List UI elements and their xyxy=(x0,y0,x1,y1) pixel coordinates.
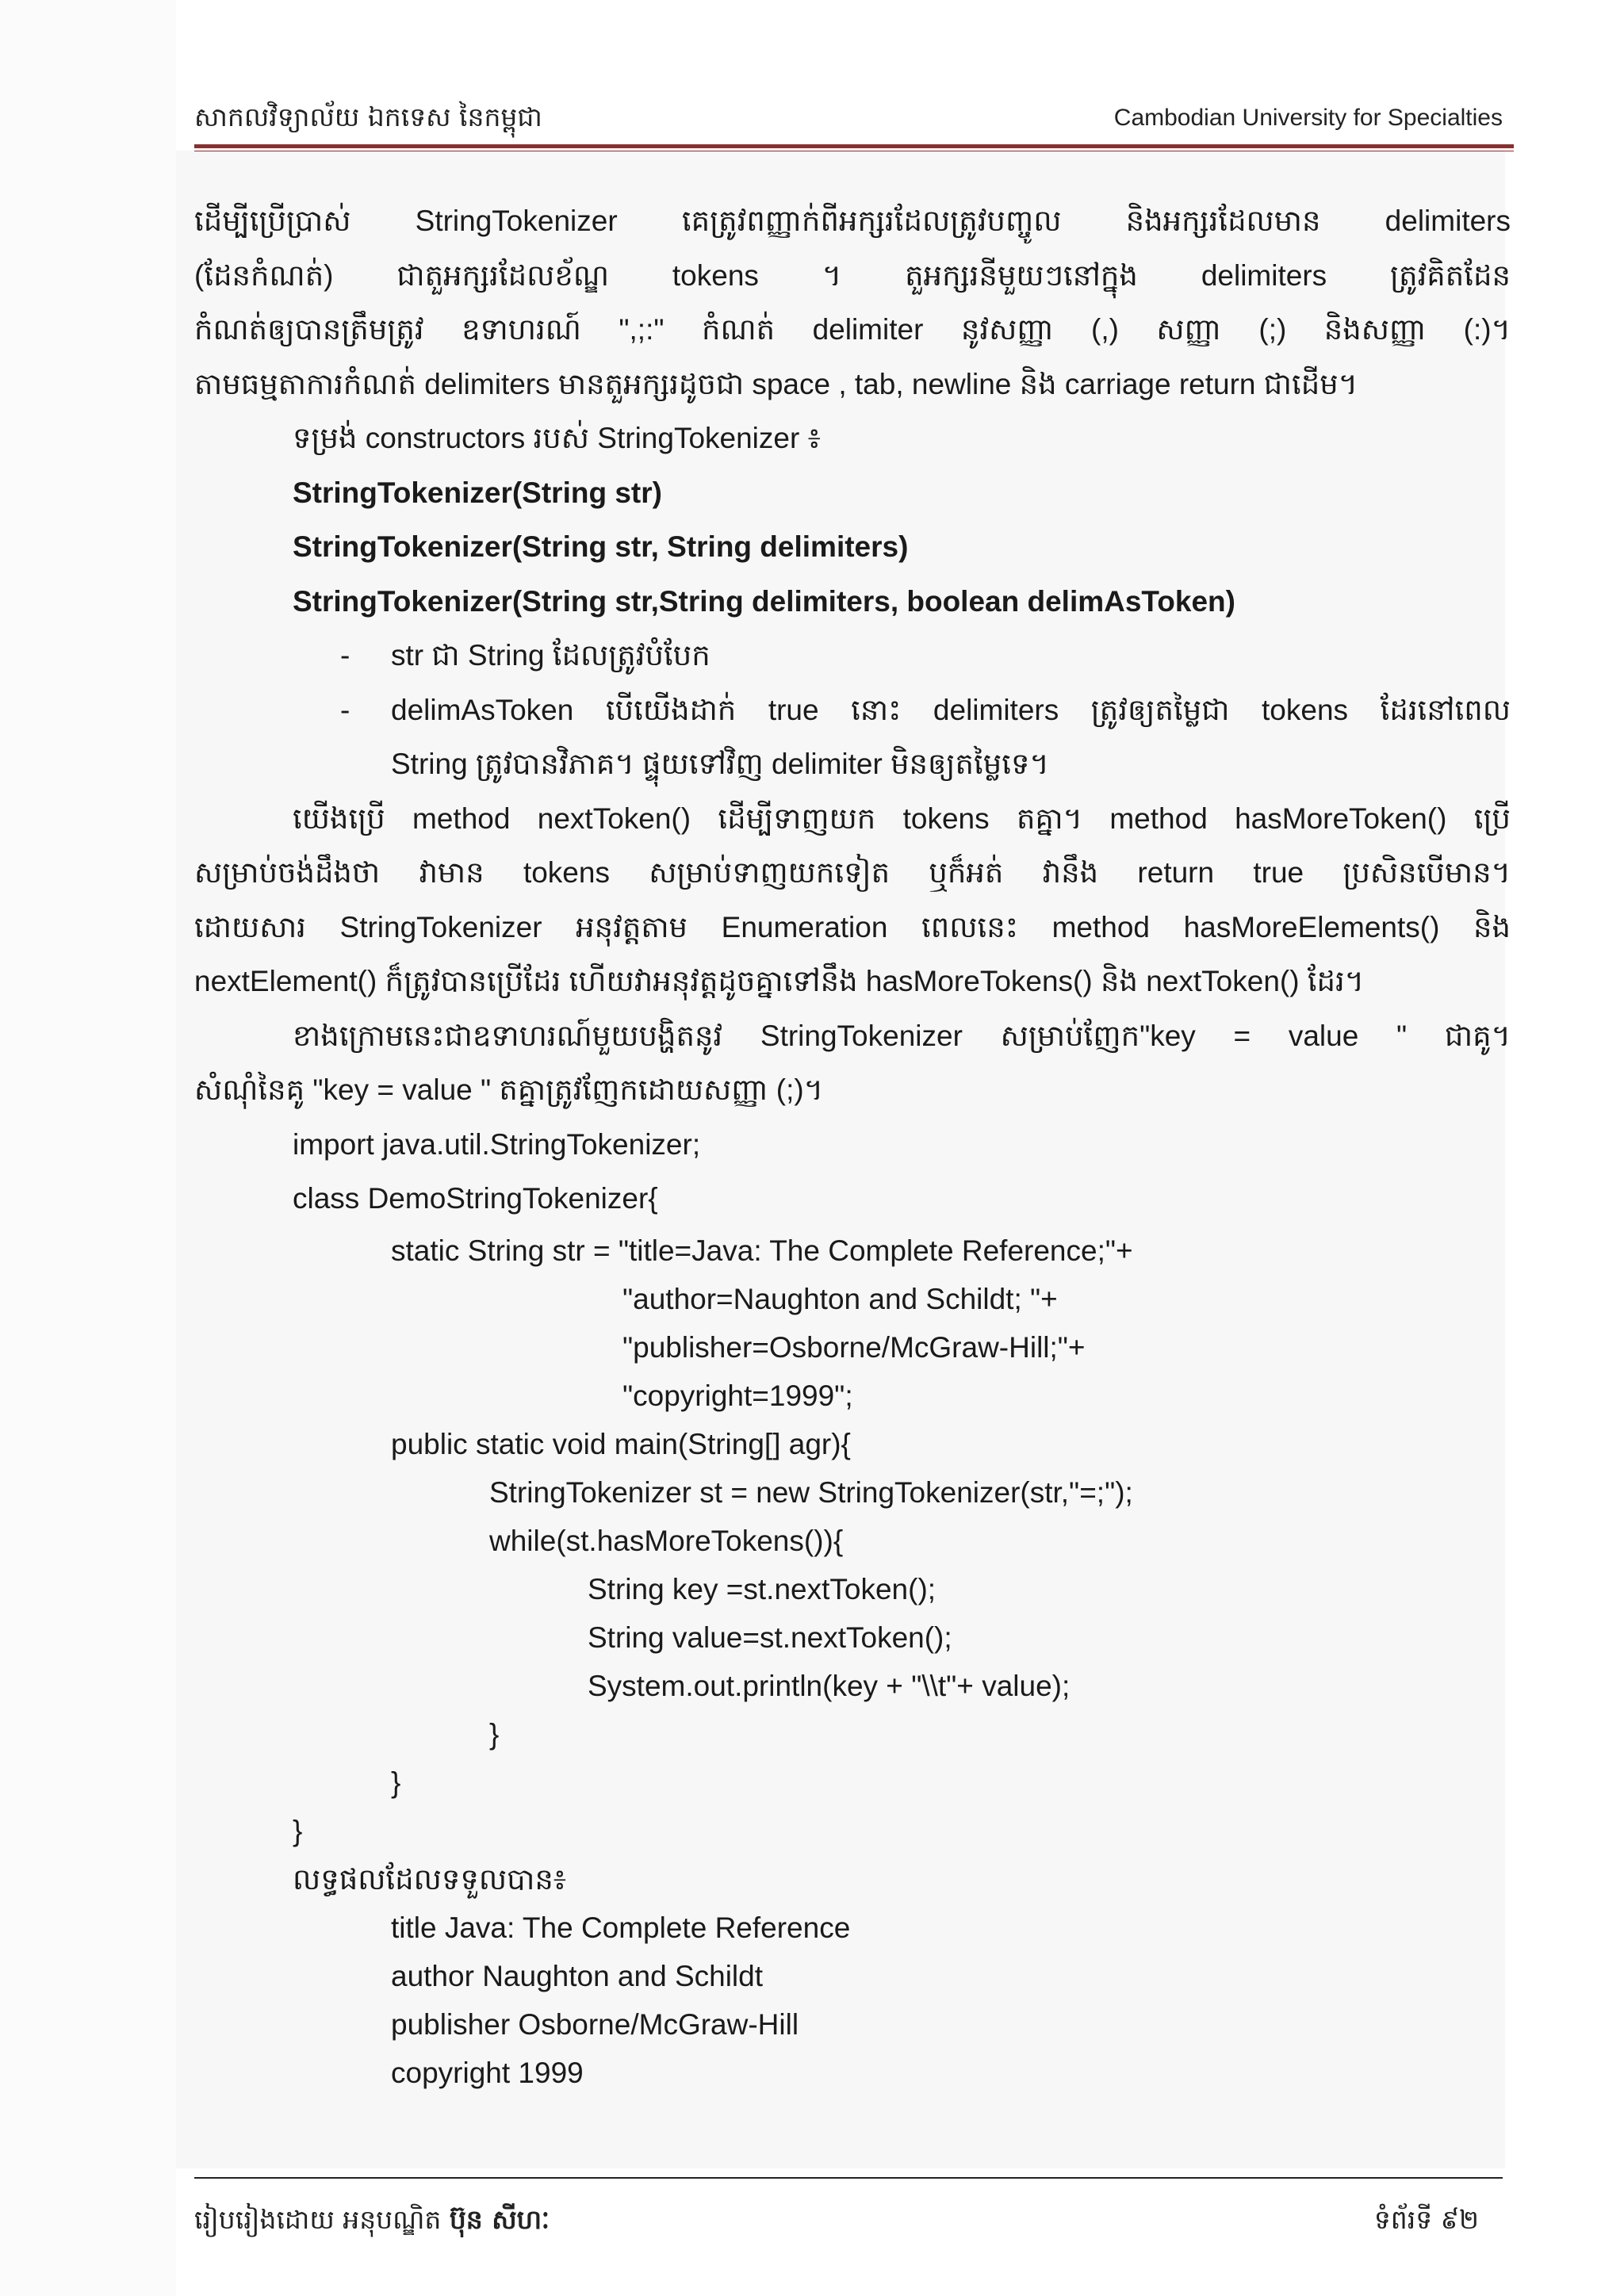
footer-divider xyxy=(194,2177,1503,2179)
constructor-signature-3: StringTokenizer(String str,String delimiters, boolean delimAsToken) xyxy=(293,584,1235,618)
bullet-item-delimastoken-continued: String ត្រូវបានវិភាគ។ ផ្ទុយទៅវិញ delimiter មិនឲ្យតម្លៃទេ។ xyxy=(391,748,1049,780)
result-line: author Naughton and Schildt xyxy=(391,1959,764,1992)
result-heading: លទ្ធផលដែលទទួលបាន៖ xyxy=(293,1862,567,1896)
methods-line-2: សម្រាប់ចង់ដឹងថា វាមាន tokens សម្រាប់ទាញយកទៀត ឬក៏អត់ វានឹង return true ប្រសិនបើមាន។ xyxy=(194,856,1511,889)
header-university-khmer: សាកលវិទ្យាល័យ ឯកទេស នៃកម្ពុជា xyxy=(194,101,542,132)
document-body xyxy=(194,194,1511,2097)
constructor-signature-1: StringTokenizer(String str) xyxy=(293,476,662,509)
code-line: "copyright=1999"; xyxy=(622,1379,853,1412)
bullet-text: delimAsToken បើយើងដាក់ true នោះ delimiters ត្រូវឲ្យតម្លៃជា tokens ដែរនៅពេល xyxy=(391,693,1511,726)
footer-author xyxy=(194,2204,550,2242)
example-intro-line-2: សំណុំនៃគូ "key = value " តគ្នាត្រូវញែកដោយសញ្ញា (;)។ xyxy=(194,1073,824,1106)
page-header xyxy=(194,101,1503,133)
code-line: public static void main(String[] agr){ xyxy=(391,1427,851,1460)
code-line: "author=Naughton and Schildt; "+ xyxy=(622,1282,1058,1315)
code-line: String key =st.nextToken(); xyxy=(588,1572,936,1605)
bullet-dash: - xyxy=(340,693,350,726)
code-line: static String str = "title=Java: The Complete Reference;"+ xyxy=(391,1234,1133,1267)
bullet-dash: - xyxy=(340,639,350,672)
bullet-item-str xyxy=(194,629,1511,683)
bullet-text: str ជា String ដែលត្រូវបំបែក xyxy=(391,639,710,672)
constructors-heading: ទម្រង់ constructors របស់ StringTokenizer ៖ xyxy=(293,422,821,454)
methods-line-3: ដោយសារ StringTokenizer អនុវត្តតាម Enumeration ពេលនេះ method hasMoreElements() និង xyxy=(194,910,1511,943)
result-line: publisher Osborne/McGraw-Hill xyxy=(391,2007,799,2041)
code-line: StringTokenizer st = new StringTokenizer(str,"=;"); xyxy=(489,1475,1133,1509)
code-line: System.out.println(key + "\\t"+ value); xyxy=(588,1669,1071,1702)
intro-line-2: (ដែនកំណត់) ជាតួអក្សរដែលខ័ណ្ឌ tokens ។ តួអក្សរនីមួយៗនៅក្នុង delimiters ត្រូវគិតដែន xyxy=(194,258,1511,292)
methods-line-1: យើងប្រើ method nextToken() ដើម្បីទាញយក tokens តគ្នា។ method hasMoreToken() ប្រើ xyxy=(293,802,1511,835)
code-line: class DemoStringTokenizer{ xyxy=(293,1182,658,1215)
code-line: while(st.hasMoreTokens()){ xyxy=(489,1524,844,1557)
header-divider xyxy=(194,144,1514,151)
code-line: } xyxy=(489,1717,500,1751)
result-line: copyright 1999 xyxy=(391,2056,584,2089)
intro-line-3: កំណត់ឲ្យបានត្រឹមត្រូវ ឧទាហរណ៍ ",;:" កំណត់ delimiter នូវសញ្ញា (,) សញ្ញា (;) និងសញ្ញា (:)។ xyxy=(194,313,1511,346)
header-university-english: Cambodian University for Specialties xyxy=(1113,105,1503,131)
page-edge-shade xyxy=(0,0,176,2296)
example-intro-line-1: ខាងក្រោមនេះជាឧទាហរណ៍មួយបង្ហិតនូវ StringTokenizer សម្រាប់ញែក"key = value " ជាគូ។ xyxy=(293,1019,1511,1052)
code-line: } xyxy=(391,1766,401,1799)
intro-line-1: ដើម្បីប្រើប្រាស់ StringTokenizer គេត្រូវពញ្ញាក់ពីអក្សរដែលត្រូវបញ្ចូល និងអក្សរដែលមាន delimiters xyxy=(194,205,1511,237)
constructor-signature-2: StringTokenizer(String str, String delimiters) xyxy=(293,530,909,563)
footer-author-name: ប៊ុន សីហៈ xyxy=(449,2204,550,2235)
intro-line-4: តាមធម្មតាការកំណត់ delimiters មានតួអក្សរដូចជា space , tab, newline និង carriage return ជាដើម។ xyxy=(194,367,1358,400)
bullet-item-delimastoken xyxy=(194,683,1511,738)
code-line: "publisher=Osborne/McGraw-Hill;"+ xyxy=(622,1330,1086,1364)
code-line: String value=st.nextToken(); xyxy=(588,1621,952,1654)
footer-page-number: ទំព័រទី ៩២ xyxy=(1373,2204,1479,2235)
result-line: title Java: The Complete Reference xyxy=(391,1911,851,1944)
page-footer xyxy=(194,2204,1503,2244)
code-line: } xyxy=(293,1814,303,1847)
code-line: import java.util.StringTokenizer; xyxy=(293,1127,701,1161)
footer-author-prefix: រៀបរៀងដោយ អនុបណ្ឌិត xyxy=(194,2204,442,2235)
methods-line-4: nextElement() ក៏ត្រូវបានប្រើដែរ ហើយវាអនុវត្តដូចគ្នាទៅនឹង hasMoreTokens() និង nextToken() ដែរ។ xyxy=(194,965,1365,997)
